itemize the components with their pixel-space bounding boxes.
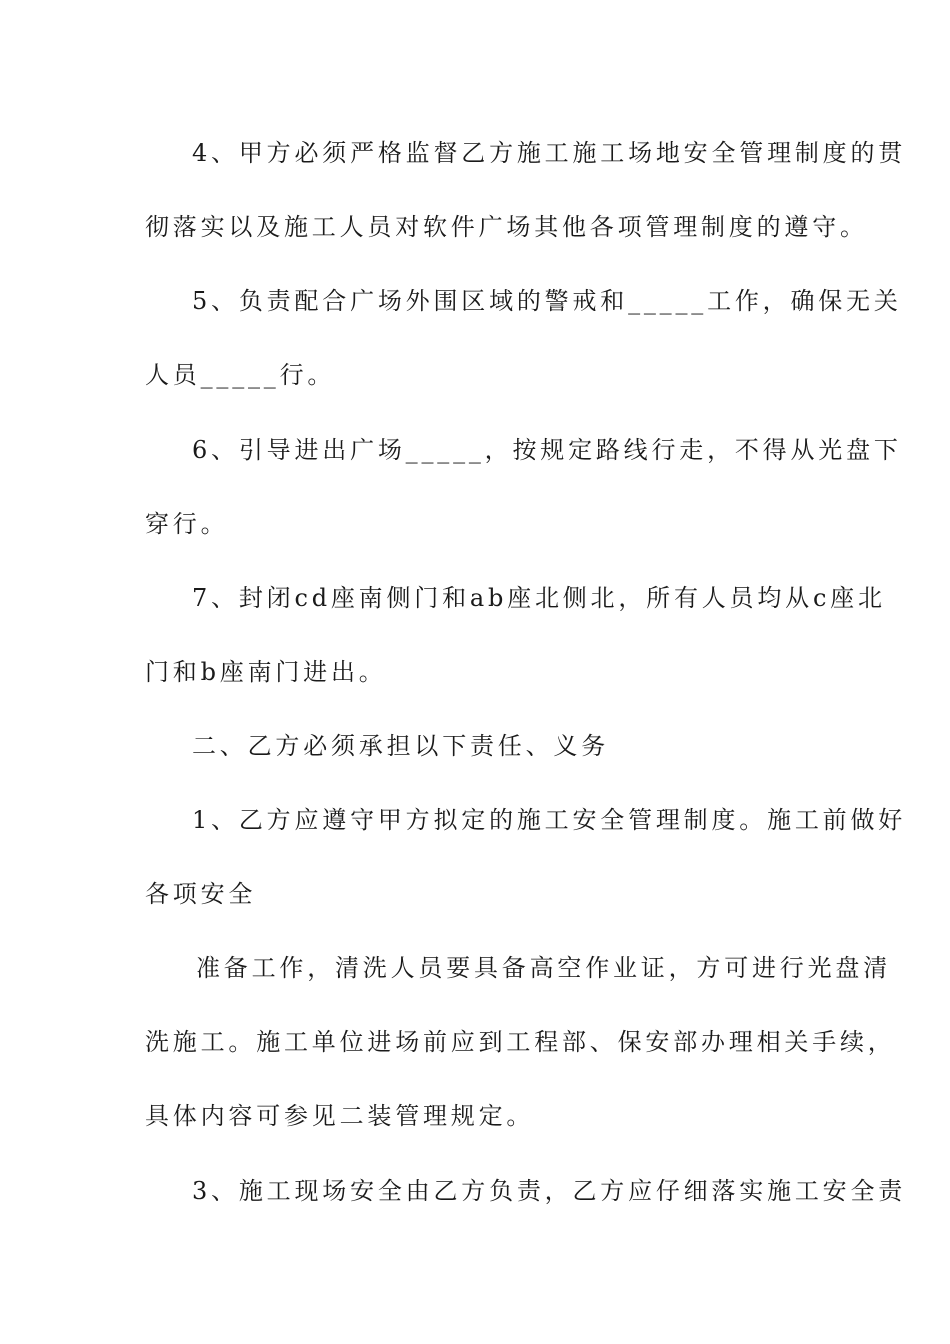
text-line: 洗施工。施工单位进场前应到工程部、保安部办理相关手续，	[145, 1028, 896, 1056]
text-line: 7、封闭cd座南侧门和ab座北侧北，所有人员均从c座北	[192, 584, 886, 612]
text-line: 准备工作，清洗人员要具备高空作业证，方可进行光盘清	[196, 954, 891, 982]
text-line: 4、甲方必须严格监督乙方施工施工场地安全管理制度的贯	[192, 139, 907, 167]
text-line: 1、乙方应遵守甲方拟定的施工安全管理制度。施工前做好	[192, 806, 907, 834]
text-line: 门和b座南门进出。	[145, 658, 387, 686]
text-line: 人员_____行。	[145, 361, 336, 389]
section-heading: 二、乙方必须承担以下责任、义务	[192, 732, 609, 760]
text-line: 各项安全	[145, 880, 257, 908]
text-line: 3、施工现场安全由乙方负责，乙方应仔细落实施工安全责	[192, 1177, 907, 1205]
text-line: 彻落实以及施工人员对软件广场其他各项管理制度的遵守。	[145, 213, 868, 241]
text-line: 穿行。	[145, 510, 229, 538]
text-line: 具体内容可参见二装管理规定。	[145, 1102, 535, 1130]
text-line: 5、负责配合广场外围区域的警戒和_____工作，确保无关	[192, 287, 902, 315]
text-line: 6、引导进出广场_____，按规定路线行走，不得从光盘下	[192, 436, 902, 464]
